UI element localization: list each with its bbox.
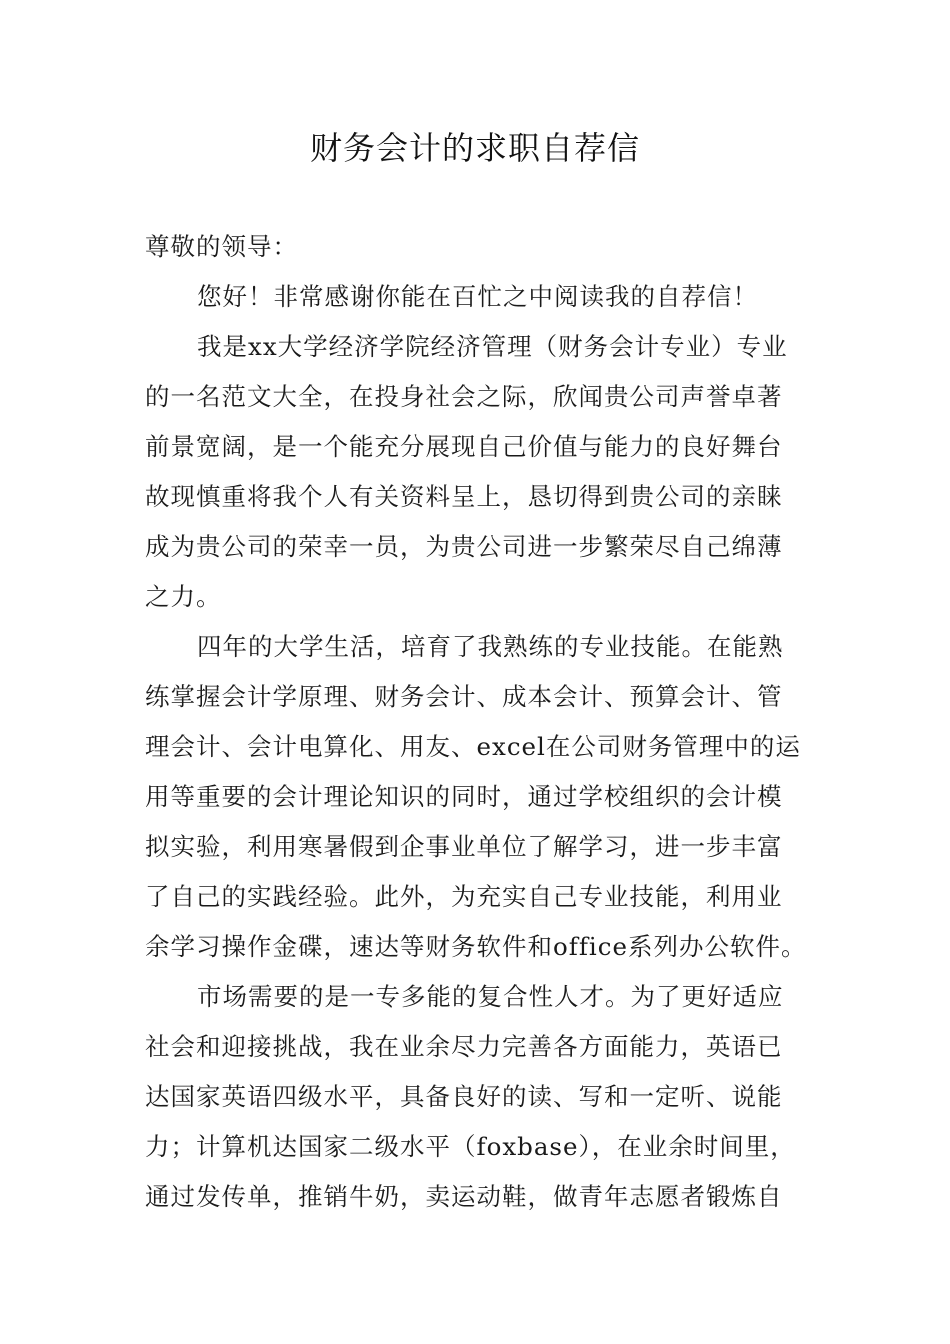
letter-line: 的一名范文大全，在投身社会之际，欣闻贵公司声誉卓著 bbox=[145, 382, 783, 411]
letter-line: 我是xx大学经济学院经济管理（财务会计专业）专业 bbox=[197, 332, 788, 361]
letter-line: 四年的大学生活，培育了我熟练的专业技能。在能熟 bbox=[197, 632, 784, 661]
letter-line: 成为贵公司的荣幸一员，为贵公司进一步繁荣尽自己绵薄 bbox=[145, 532, 783, 561]
letter-line: 用等重要的会计理论知识的同时，通过学校组织的会计模 bbox=[145, 782, 783, 811]
letter-line: 前景宽阔，是一个能充分展现自己价值与能力的良好舞台 bbox=[145, 432, 783, 461]
letter-line: 通过发传单，推销牛奶，卖运动鞋，做青年志愿者锻炼自 bbox=[145, 1182, 783, 1211]
letter-body bbox=[145, 222, 807, 1222]
letter-line: 了自己的实践经验。此外，为充实自己专业技能，利用业 bbox=[145, 882, 783, 911]
document-title: 财务会计的求职自荐信 bbox=[309, 129, 640, 167]
letter-line: 拟实验，利用寒暑假到企事业单位了解学习，进一步丰富 bbox=[145, 832, 783, 861]
letter-line: 尊敬的领导： bbox=[145, 232, 298, 261]
letter-line: 您好！非常感谢你能在百忙之中阅读我的自荐信！ bbox=[197, 282, 758, 311]
letter-line: 理会计、会计电算化、用友、excel在公司财务管理中的运 bbox=[145, 732, 801, 761]
letter-line: 社会和迎接挑战，我在业余尽力完善各方面能力，英语已 bbox=[145, 1032, 783, 1061]
letter-line: 故现慎重将我个人有关资料呈上，恳切得到贵公司的亲睐 bbox=[145, 482, 783, 511]
letter-line: 力；计算机达国家二级水平（foxbase），在业余时间里， bbox=[145, 1132, 796, 1161]
letter-line: 余学习操作金碟，速达等财务软件和office系列办公软件。 bbox=[145, 932, 807, 961]
letter-line: 市场需要的是一专多能的复合性人才。为了更好适应 bbox=[197, 982, 784, 1011]
letter-line: 之力。 bbox=[145, 582, 222, 611]
letter-line: 练掌握会计学原理、财务会计、成本会计、预算会计、管 bbox=[145, 682, 783, 711]
letter-line: 达国家英语四级水平，具备良好的读、写和一定听、说能 bbox=[145, 1082, 783, 1111]
